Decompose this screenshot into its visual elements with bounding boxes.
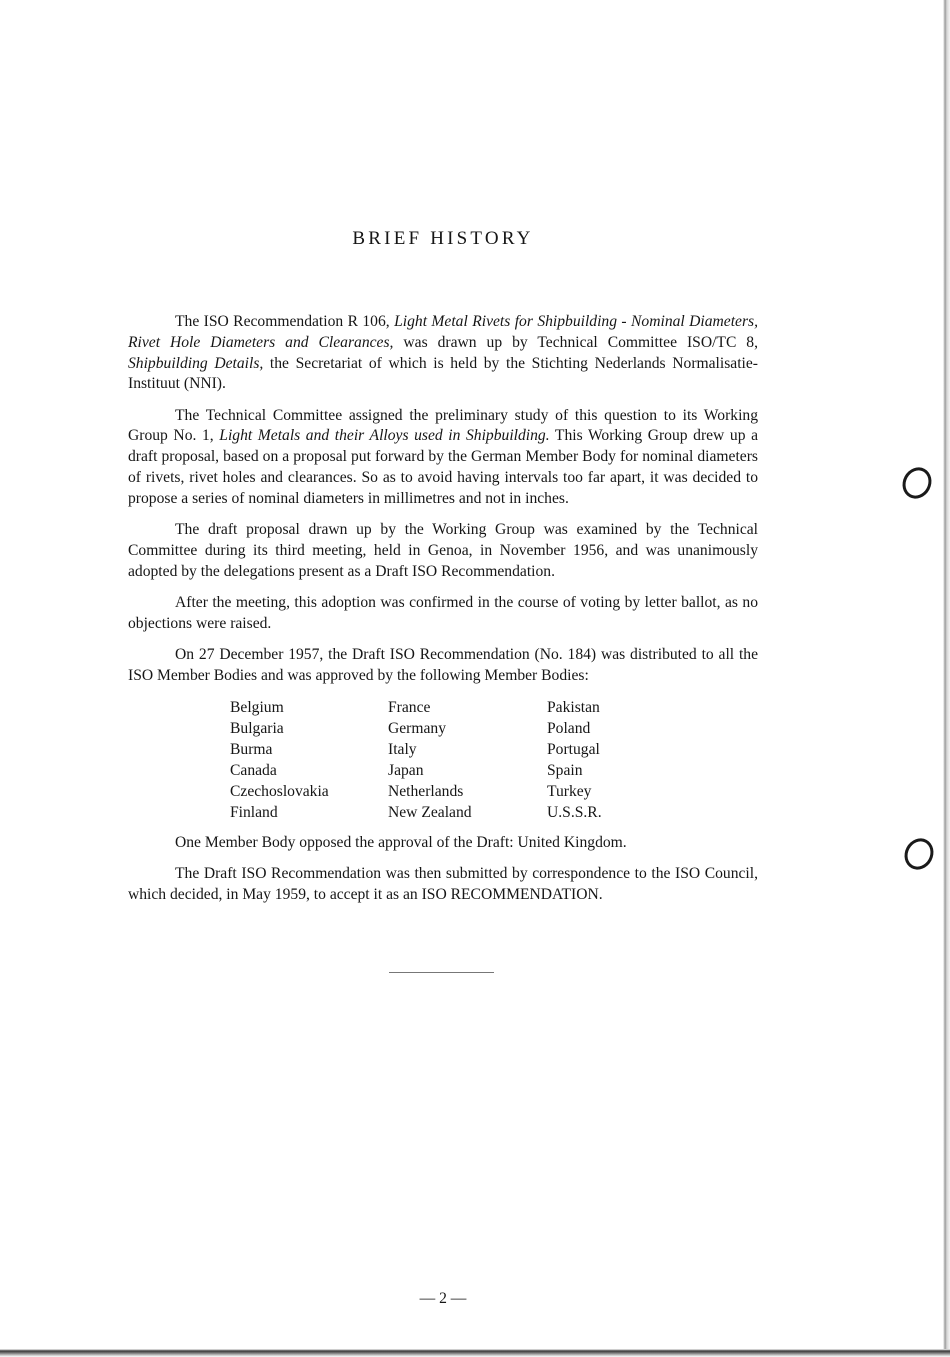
- paragraph-6: One Member Body opposed the approval of the Draft: United Kingdom.: [175, 833, 627, 851]
- recommendation-title: Light Metal Rivets for Shipbuilding - Nominal Diameters, Rivet Hole Diameters and Clearances,: [128, 313, 759, 351]
- punch-hole-circle-icon: [897, 462, 937, 503]
- paragraph-2: [128, 406, 758, 510]
- paragraph-7: The Draft ISO Recommendation was then submitted by correspondence to the ISO Council, which decided, in May 1959, to accept it as an ISO RECOMMENDATION.: [128, 865, 758, 903]
- text-run: The Technical Committee assigned the preliminary study of this question to its Working Group No. 1,: [128, 406, 758, 445]
- member-body: Poland: [547, 719, 591, 737]
- member-body: Japan: [388, 761, 424, 779]
- paragraph-5: On 27 December 1957, the Draft ISO Recommendation (No. 184) was distributed to all the ISO Member Bodies and was approved by the following Member Bodies:: [128, 646, 758, 684]
- member-body: Burma: [230, 740, 273, 758]
- member-body: Portugal: [547, 740, 600, 758]
- member-body: France: [388, 698, 431, 716]
- member-body: Italy: [388, 740, 417, 758]
- working-group-title: Light Metals and their Alloys used in Shipbuilding.: [219, 427, 550, 445]
- member-body: Germany: [388, 719, 447, 737]
- paragraph-4: After the meeting, this adoption was confirmed in the course of voting by letter ballot, as no objections were raised.: [128, 594, 758, 632]
- member-body: New Zealand: [388, 803, 472, 821]
- committee-title: Shipbuilding Details,: [128, 354, 264, 372]
- page-heading: BRIEF HISTORY: [352, 228, 534, 249]
- text-run: This Working Group drew up a draft proposal, based on a proposal put forward by the German Member Body for nominal diameters of rivets, rivet holes and clearances. So as to avoid having intervals too far apart, it was decided to propose a series of nominal diameters in millimetres and not in inches.: [128, 427, 759, 507]
- section-divider: [389, 972, 494, 973]
- page-number: — 2 —: [419, 1290, 467, 1307]
- member-body: Pakistan: [547, 698, 600, 716]
- scan-edge-bottom: [0, 1349, 950, 1357]
- member-body: Netherlands: [388, 782, 464, 800]
- member-body: Turkey: [547, 782, 592, 800]
- member-body: Czechoslovakia: [230, 782, 329, 800]
- punch-hole-circle-icon: [899, 833, 939, 874]
- member-body: Bulgaria: [230, 719, 284, 737]
- text-run: was drawn up by Technical Committee ISO/TC 8,: [393, 333, 758, 351]
- body-text: [128, 312, 758, 916]
- scan-edge-right: [943, 0, 950, 1357]
- paragraph-3: The draft proposal drawn up by the Working Group was examined by the Technical Committee during its third meeting, held in Genoa, in November 1956, and was unanimously adopted by the delegations present as a Draft ISO Recommendation.: [128, 521, 758, 580]
- member-body: Canada: [230, 761, 277, 779]
- member-body: Finland: [230, 803, 278, 821]
- member-bodies-table: [230, 697, 758, 823]
- member-body: U.S.S.R.: [547, 803, 602, 821]
- member-body: Belgium: [230, 698, 284, 716]
- member-body: Spain: [547, 761, 583, 779]
- paragraph-1: [128, 312, 758, 395]
- text-run: The ISO Recommendation R 106,: [175, 313, 395, 330]
- text-run: the Secretariat of which is held by the Stichting Nederlands Normalisatie-Instituut (NNI).: [128, 354, 758, 393]
